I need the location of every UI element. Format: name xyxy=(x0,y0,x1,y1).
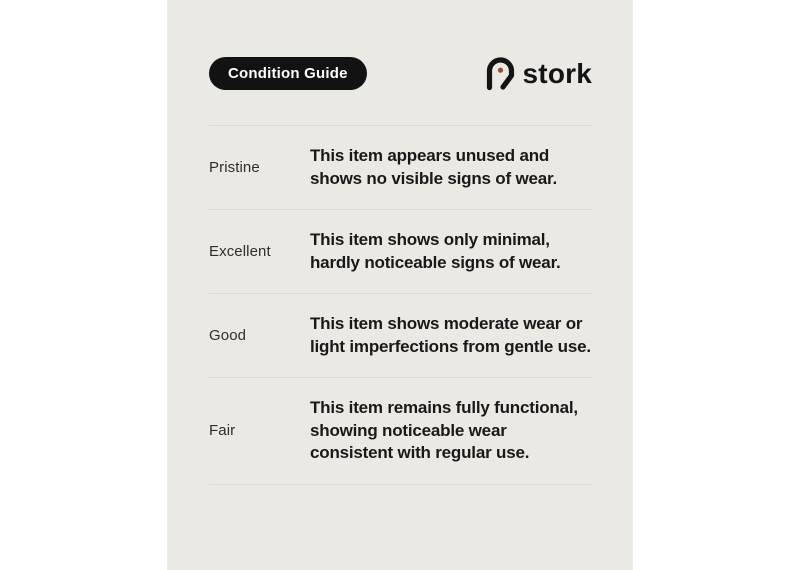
condition-description: This item shows moderate wear or light imperfections from gentle use. xyxy=(310,314,591,356)
condition-label: Good xyxy=(209,327,247,344)
condition-row xyxy=(209,209,592,293)
condition-description: This item remains fully functional, showing noticeable wear consistent with regular use. xyxy=(310,398,578,462)
card-header xyxy=(209,57,592,90)
condition-label: Excellent xyxy=(209,243,271,260)
condition-row xyxy=(209,377,592,485)
condition-row xyxy=(209,293,592,377)
stork-pin-icon xyxy=(485,57,516,91)
condition-guide-card xyxy=(167,0,633,570)
condition-label: Pristine xyxy=(209,159,260,176)
conditions-list xyxy=(209,125,592,485)
condition-row xyxy=(209,125,592,209)
condition-description: This item appears unused and shows no visible signs of wear. xyxy=(310,146,557,188)
condition-description: This item shows only minimal, hardly noticeable signs of wear. xyxy=(310,230,561,272)
condition-label: Fair xyxy=(209,422,236,440)
condition-guide-badge[interactable]: Condition Guide xyxy=(209,57,367,90)
logo-dot xyxy=(497,67,502,72)
stork-logo xyxy=(485,57,592,91)
stork-wordmark: stork xyxy=(522,57,592,89)
